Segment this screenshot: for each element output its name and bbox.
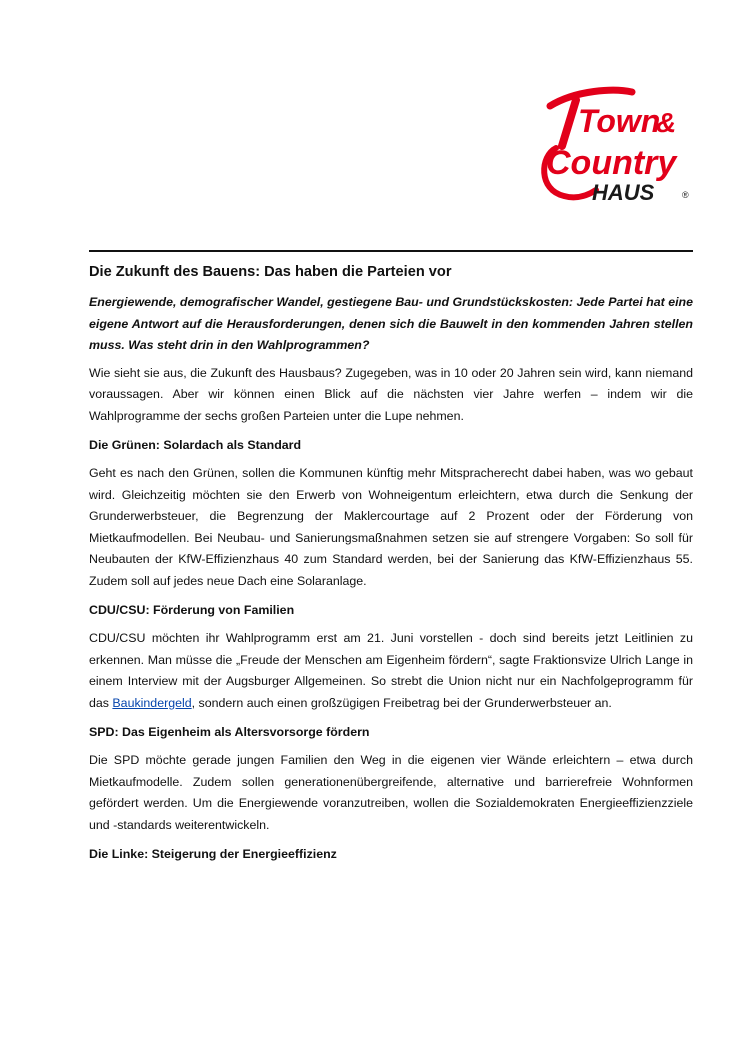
cdu-text-after: , sondern auch einen großzügigen Freibetrag bei der Grunderwerbsteuer an. — [191, 695, 612, 710]
section-heading-gruene: Die Grünen: Solardach als Standard — [89, 438, 302, 452]
article-title: Die Zukunft des Bauens: Das haben die Parteien vor — [89, 264, 452, 280]
logo-t-stem — [562, 100, 576, 146]
cdu-text-before: CDU/CSU möchten ihr Wahlprogramm erst am 21. Juni vorstellen - doch sind bereits jetzt Leitlinien zu erkennen. Man müsse die „Freude der Menschen am Eigenheim fördern“, sagte Fraktionsvize Ulrich Lange in einem Interview mit der Augsburger Allgemeinen. So strebt die Union nicht nur ein Nachfolgeprogramm für das — [89, 631, 693, 710]
section-text-spd: Die SPD möchte gerade jungen Familien den Weg in die eigenen vier Wände erleichtern – etwa durch Mietkaufmodelle. Zudem sollen generationenübergreifende, alternative und barrierefreie Wohnformen gefördert werden. Um die Energiewende voranzutreiben, wollen die Sozialdemokraten Energieeffizienzziele und -standards weiterentwickeln. — [89, 753, 693, 832]
town-country-haus-logo — [536, 86, 698, 208]
baukindergeld-link[interactable]: Baukindergeld — [112, 695, 192, 710]
header-divider — [89, 250, 693, 252]
article-intro: Wie sieht sie aus, die Zukunft des Hausbaus? Zugegeben, was in 10 oder 20 Jahren sein wird, kann niemand voraussagen. Aber wir können einen Blick auf die nächsten vier Jahre werfen – indem wir die Wahlprogramme der sechs großen Parteien unter die Lupe nehmen. — [89, 365, 693, 423]
logo-graphic — [536, 86, 698, 208]
section-heading-linke: Die Linke: Steigerung der Energieeffizienz — [89, 847, 337, 861]
section-text-gruene: Geht es nach den Grünen, sollen die Kommunen künftig mehr Mitspracherecht dabei haben, was wo gebaut wird. Gleichzeitig möchten sie den Erwerb von Wohneigentum erleichtern, etwa durch die Senkung der Grunderwerbsteuer, die Begrenzung der Maklercourtage auf 2 Prozent oder der Förderung von Mietkaufmodellen. Bei Neubau- und Sanierungsmaßnahmen setzen sie auf strengere Vorgaben: So soll für Neubauten der KfW-Effizienzhaus 40 zum Standard werden, bei der Sanierung das KfW-Effizienzhaus 55. Zudem soll auf jedes neue Dach eine Solaranlage. — [89, 466, 693, 588]
article-lead: Energiewende, demografischer Wandel, gestiegene Bau- und Grundstückskosten: Jede Partei hat eine eigene Antwort auf die Herausforderungen, denen sich die Bauwelt in den kommenden Jahren stellen muss. Was steht drin in den Wahlprogrammen? — [89, 295, 693, 352]
logo-ampersand: & — [656, 107, 677, 138]
article — [89, 262, 693, 872]
section-heading-cdu-csu: CDU/CSU: Förderung von Familien — [89, 603, 295, 617]
logo-registered-mark: ® — [682, 190, 689, 200]
section-heading-spd: SPD: Das Eigenheim als Altersvorsorge fördern — [89, 725, 370, 739]
logo-country-text: Country — [546, 144, 677, 182]
section-text-cdu-csu — [89, 628, 693, 714]
logo-haus-text: HAUS — [592, 180, 655, 205]
logo-town-text: Town — [578, 103, 661, 139]
